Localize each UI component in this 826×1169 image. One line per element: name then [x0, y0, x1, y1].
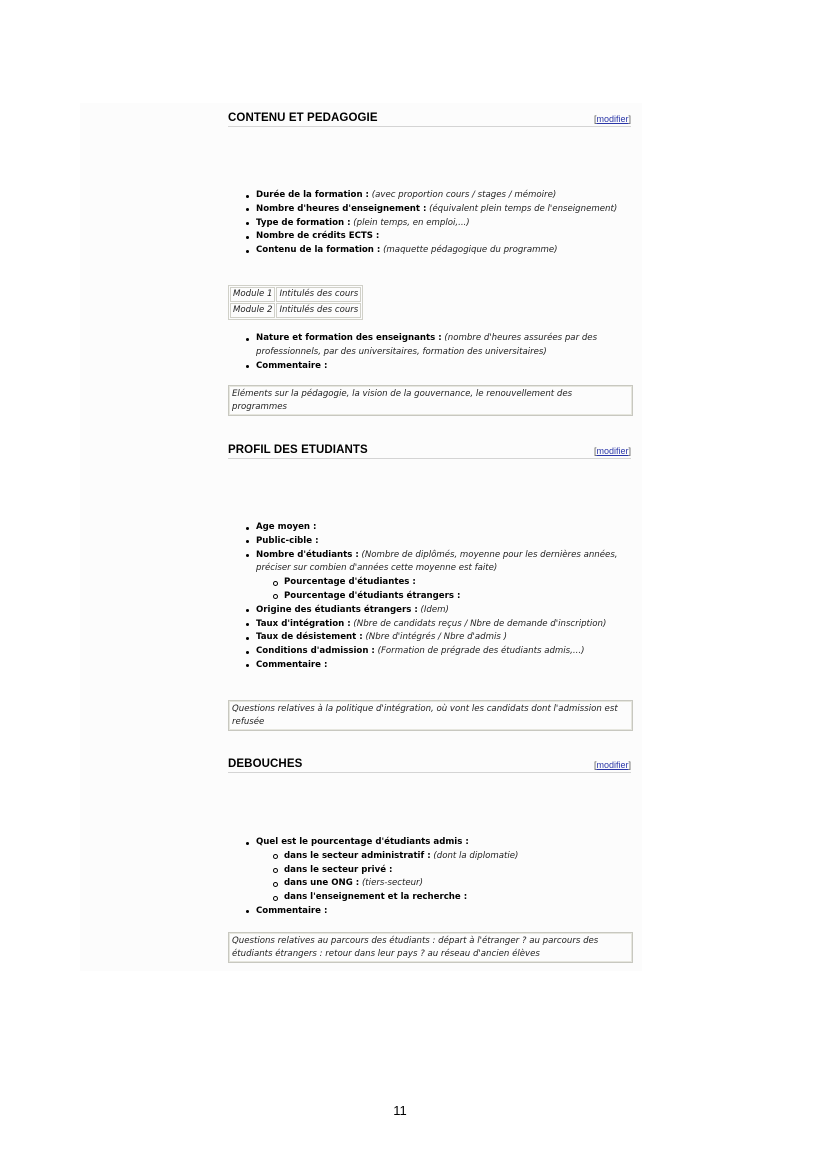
- item-label: Taux d'intégration :: [256, 618, 351, 629]
- edit-link-wrapper: [594, 114, 631, 124]
- section-title: DEBOUCHES: [228, 758, 303, 770]
- item-hint: (nombre d'heures assurées par des professionnels, par des universitaires, formation des universitaires): [256, 333, 598, 357]
- section-title: PROFIL DES ETUDIANTS: [228, 444, 368, 456]
- item-label: dans le secteur administratif :: [284, 850, 431, 861]
- bracket-open: [: [593, 114, 597, 124]
- item-hint: (Nombre de diplômés, moyenne pour les dernières années, préciser sur combien d'années cette moyenne est faite): [256, 549, 618, 574]
- item-label: Public-cible :: [256, 535, 319, 546]
- item-hint: (Nbre d'intégrés / Nbre d'admis ): [365, 632, 507, 643]
- item-label: Conditions d'admission :: [256, 646, 375, 657]
- list-item: [245, 189, 635, 203]
- debouches-list: [245, 836, 635, 919]
- item-label: Age moyen :: [256, 522, 317, 532]
- section-profil-etudiants: [228, 440, 631, 459]
- item-label: Quel est le pourcentage d'étudiants admis :: [256, 837, 469, 847]
- item-hint: (avec proportion cours / stages / mémoire): [371, 190, 557, 200]
- table-row: [230, 303, 361, 318]
- item-label: Commentaire :: [256, 360, 328, 371]
- list-item: [245, 836, 635, 850]
- item-label: Nombre de crédits ECTS :: [256, 231, 380, 242]
- bracket-open: [: [593, 760, 597, 770]
- list-item: [245, 521, 635, 535]
- item-label: Durée de la formation :: [256, 190, 369, 200]
- item-label: Pourcentage d'étudiantes :: [284, 577, 416, 588]
- list-item: [245, 244, 635, 258]
- item-hint: (dont la diplomatie): [433, 850, 519, 861]
- item-hint: (Nbre de candidats reçus / Nbre de demande d'inscription): [353, 618, 607, 629]
- section-debouches: [228, 754, 631, 773]
- list-item: [245, 604, 635, 618]
- bracket-close: ]: [628, 114, 631, 124]
- sub-list-item: [245, 590, 635, 604]
- item-label: Contenu de la formation :: [256, 245, 381, 256]
- item-label: Type de formation :: [256, 217, 351, 228]
- list-item: [245, 905, 635, 919]
- list-item: [245, 360, 635, 374]
- item-label: Nombre d'heures d'enseignement :: [256, 203, 427, 214]
- contenu-list-2: [245, 332, 635, 373]
- item-label: dans l'enseignement et la recherche :: [284, 892, 468, 903]
- bracket-close: ]: [628, 760, 631, 770]
- section-header: [228, 440, 631, 459]
- list-item: [245, 549, 635, 577]
- comment-box: Questions relatives à la politique d'intégration, où vont les candidats dont l'admission est refusée: [228, 700, 633, 731]
- table-row: [230, 287, 361, 302]
- modifier-link[interactable]: modifier: [596, 114, 629, 124]
- module-courses: Intitulés des cours: [276, 303, 361, 318]
- comment-box: Questions relatives au parcours des étudiants : départ à l'étranger ? au parcours des étudiants étrangers : retour dans leur pays ? au réseau d'ancien élèves: [228, 932, 633, 963]
- profil-list: [245, 521, 635, 673]
- item-label: Nature et formation des enseignants :: [256, 333, 442, 343]
- item-label: dans le secteur privé :: [284, 864, 393, 875]
- page-number: 11: [393, 1103, 407, 1118]
- sub-list-item: [245, 576, 635, 590]
- list-item: [245, 535, 635, 549]
- item-label: dans une ONG :: [284, 878, 360, 889]
- section-header: [228, 754, 631, 773]
- sub-list-item: [245, 850, 635, 864]
- bracket-open: [: [593, 446, 597, 456]
- list-item: [245, 618, 635, 632]
- item-hint: (tiers-secteur): [361, 878, 423, 889]
- list-item: [245, 645, 635, 659]
- item-label: Commentaire :: [256, 659, 328, 670]
- item-label: Origine des étudiants étrangers :: [256, 604, 418, 615]
- edit-link-wrapper: [594, 446, 631, 456]
- list-item: [245, 631, 635, 645]
- modules-table: [228, 285, 363, 320]
- modifier-link[interactable]: modifier: [596, 446, 629, 456]
- list-item: [245, 217, 635, 231]
- sub-list-item: [245, 891, 635, 905]
- bracket-close: ]: [628, 446, 631, 456]
- section-title: CONTENU ET PEDAGOGIE: [228, 112, 378, 124]
- list-item: [245, 230, 635, 244]
- item-hint: (plein temps, en emploi,...): [353, 217, 470, 228]
- item-label: Commentaire :: [256, 905, 328, 916]
- item-hint: (maquette pédagogique du programme): [383, 245, 558, 256]
- module-name: Module 1: [230, 287, 275, 302]
- list-item: [245, 203, 635, 217]
- section-contenu-pedagogie: [228, 108, 631, 127]
- list-item: [245, 332, 635, 360]
- comment-box: Eléments sur la pédagogie, la vision de la gouvernance, le renouvellement des programmes: [228, 385, 633, 416]
- sub-list-item: [245, 864, 635, 878]
- list-item: [245, 659, 635, 673]
- module-name: Module 2: [230, 303, 275, 318]
- contenu-list: [245, 189, 635, 258]
- modifier-link[interactable]: modifier: [596, 760, 629, 770]
- module-courses: Intitulés des cours: [276, 287, 361, 302]
- item-hint: (Idem): [420, 604, 449, 615]
- item-label: Nombre d'étudiants :: [256, 549, 359, 560]
- edit-link-wrapper: [594, 760, 631, 770]
- section-header: [228, 108, 631, 127]
- item-label: Pourcentage d'étudiants étrangers :: [284, 590, 461, 601]
- item-hint: (équivalent plein temps de l'enseignement): [429, 203, 618, 214]
- item-label: Taux de désistement :: [256, 632, 363, 643]
- item-hint: (Formation de prégrade des étudiants admis,...): [377, 646, 585, 657]
- sub-list-item: [245, 877, 635, 891]
